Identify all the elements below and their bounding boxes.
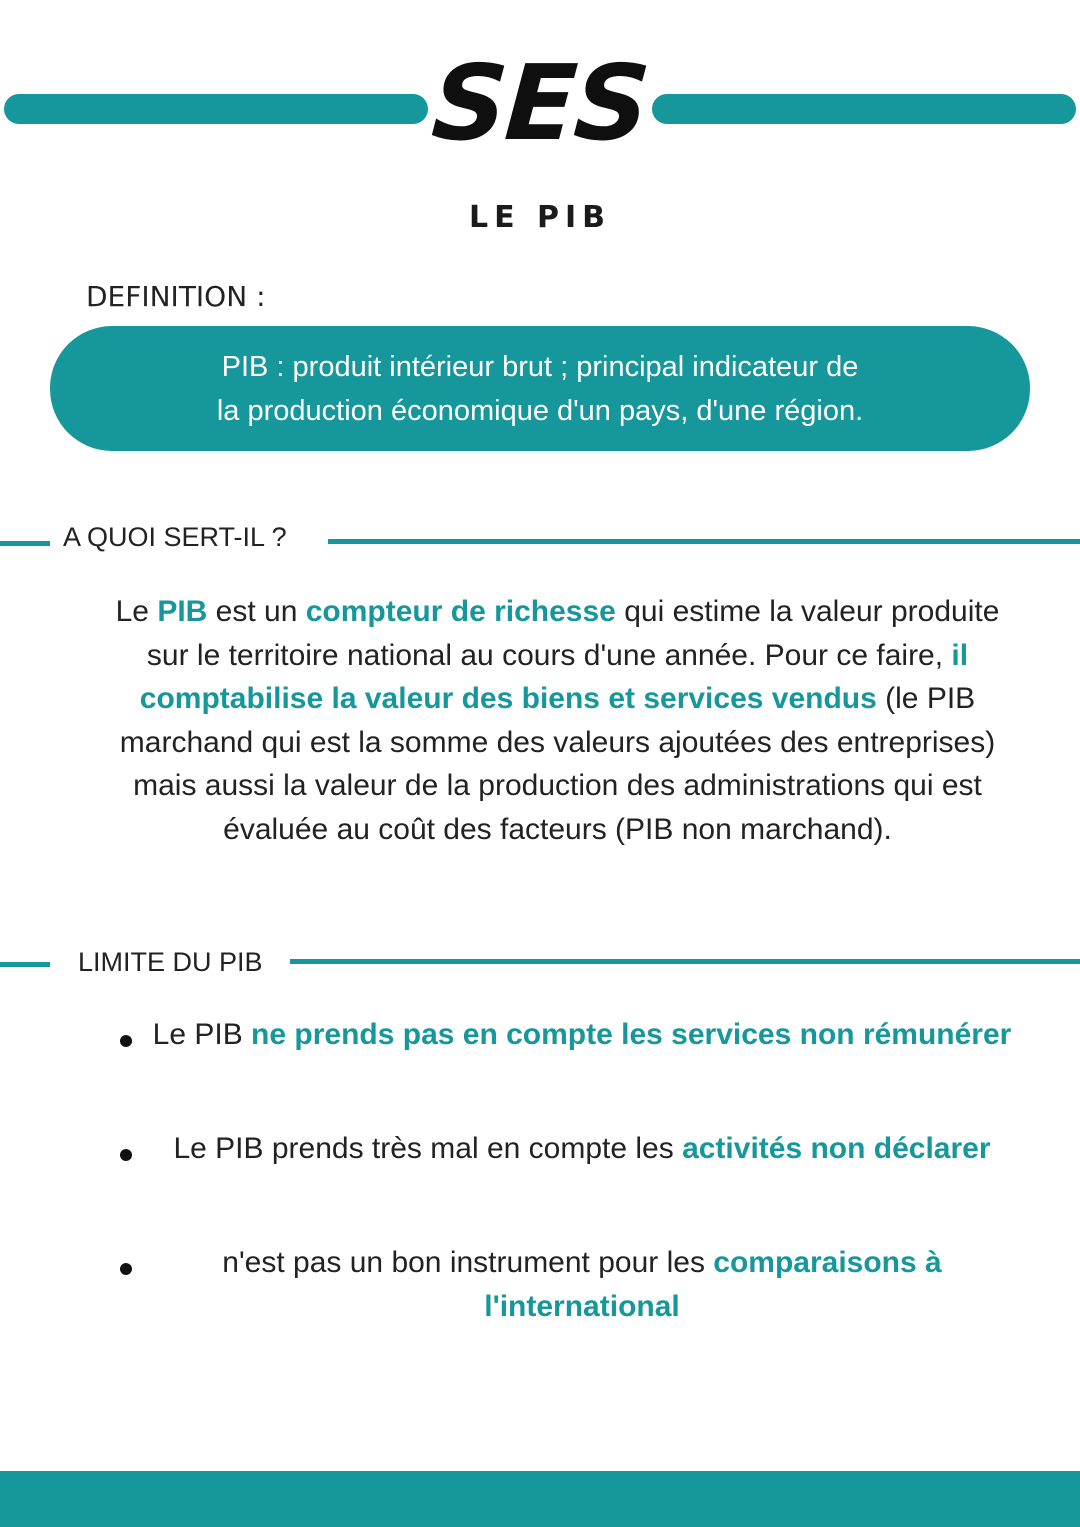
list-item-highlight: ne prends pas en compte les services non rémunérer [251, 1018, 1012, 1051]
section-heading-limits: LIMITE DU PIB [78, 947, 263, 977]
list-item-highlight: comparaisons à l'international [484, 1246, 942, 1323]
header-bar-left [4, 94, 428, 124]
list-item-plain: Le PIB [152, 1018, 252, 1051]
section-divider-right [328, 539, 1080, 544]
header-bar-right [652, 94, 1076, 124]
section-divider-left [0, 541, 50, 546]
usage-highlight-2: compteur de richesse [305, 595, 616, 628]
list-item-text [142, 1127, 1022, 1171]
definition-label: DEFINITION : [86, 280, 266, 313]
usage-highlight-1: PIB [157, 595, 208, 628]
list-item-text [142, 1241, 1022, 1328]
footer-bar [0, 1471, 1080, 1527]
usage-text-2: est un [207, 595, 306, 628]
list-item-highlight: activités non déclarer [682, 1132, 991, 1165]
definition-line-2: la production économique d'un pays, d'une région. [216, 394, 864, 427]
usage-paragraph [100, 590, 1015, 851]
list-item-text [142, 1013, 1022, 1057]
usage-text-3: qui estime la valeur produite sur le territoire national au cours d'une année. Pour ce faire, [146, 595, 1000, 672]
usage-text-4: (le PIB marchand qui est la somme des valeurs ajoutées des entreprises) mais aussi la valeur de la production des administrations qui est évaluée au coût des facteurs (PIB non marchand). [119, 682, 996, 846]
definition-box [50, 326, 1030, 451]
list-item-plain: Le PIB prends très mal en compte les [173, 1132, 683, 1165]
definition-text [217, 345, 863, 433]
section-divider-right [290, 959, 1080, 964]
usage-highlight-3: il comptabilise la valeur des biens et services vendus [139, 638, 969, 715]
page-title: LE PIB [468, 200, 612, 235]
list-item-plain: n'est pas un bon instrument pour les [222, 1246, 714, 1279]
subject-logo: SES [428, 42, 652, 164]
bullet-icon [120, 1035, 132, 1047]
usage-text-1: Le [115, 595, 158, 628]
bullet-icon [120, 1263, 132, 1275]
section-divider-left [0, 962, 50, 967]
definition-line-1: PIB : produit intérieur brut ; principal indicateur de [221, 350, 859, 383]
bullet-icon [120, 1149, 132, 1161]
section-heading-usage: A QUOI SERT-IL ? [63, 522, 287, 552]
